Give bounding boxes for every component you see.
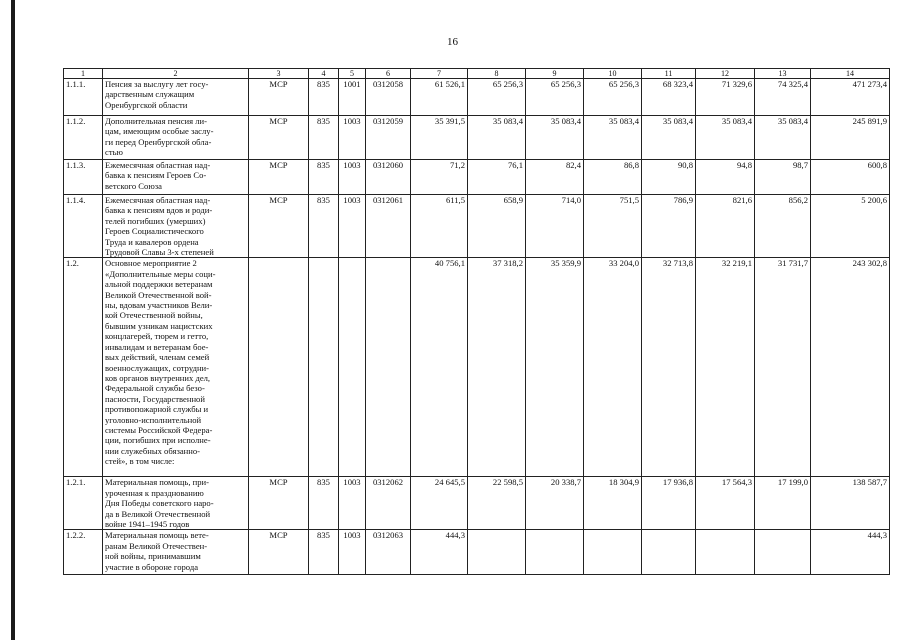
rzpr-cell: 1003 [339,195,366,258]
executor-cell: МСР [249,116,309,160]
item-number: 1.2. [64,258,103,477]
value-cell [755,530,811,575]
value-cell: 17 564,3 [696,477,755,530]
value-cell: 5 200,6 [811,195,890,258]
grbs-cell: 835 [309,116,339,160]
value-cell: 65 256,3 [526,79,584,116]
table-row [64,116,890,160]
item-description: Ежемесячная областная над- бавка к пенсиям Героев Со- ветского Союза [103,160,249,195]
csr-cell: 0312063 [366,530,411,575]
value-cell: 821,6 [696,195,755,258]
rzpr-cell: 1001 [339,79,366,116]
item-number: 1.1.3. [64,160,103,195]
value-cell: 751,5 [584,195,642,258]
table-body [64,79,890,575]
value-cell [642,530,696,575]
value-cell: 68 323,4 [642,79,696,116]
csr-cell: 0312062 [366,477,411,530]
table-row [64,79,890,116]
executor-cell: МСР [249,477,309,530]
value-cell: 138 587,7 [811,477,890,530]
csr-cell: 0312059 [366,116,411,160]
rzpr-cell [339,258,366,477]
value-cell: 471 273,4 [811,79,890,116]
grbs-cell: 835 [309,79,339,116]
value-cell [468,530,526,575]
column-header-1: 1 [64,69,103,79]
table-row [64,160,890,195]
value-cell [584,530,642,575]
value-cell: 90,8 [642,160,696,195]
item-description: Материальная помощь, при- уроченная к празднованию Дня Победы советского наро- да в Великой Отечественной войне 1941–1945 годов [103,477,249,530]
value-cell: 600,8 [811,160,890,195]
value-cell: 65 256,3 [468,79,526,116]
value-cell: 786,9 [642,195,696,258]
value-cell: 40 756,1 [411,258,468,477]
grbs-cell: 835 [309,160,339,195]
value-cell: 658,9 [468,195,526,258]
value-cell: 65 256,3 [584,79,642,116]
csr-cell: 0312061 [366,195,411,258]
grbs-cell [309,258,339,477]
rzpr-cell: 1003 [339,530,366,575]
item-description: Пенсия за выслугу лет госу- дарственным служащим Оренбургской области [103,79,249,116]
csr-cell: 0312060 [366,160,411,195]
value-cell: 444,3 [411,530,468,575]
column-header-10: 10 [584,69,642,79]
table-row [64,195,890,258]
value-cell: 444,3 [811,530,890,575]
column-header-6: 6 [366,69,411,79]
value-cell: 35 083,4 [755,116,811,160]
item-number: 1.2.2. [64,530,103,575]
rzpr-cell: 1003 [339,477,366,530]
value-cell: 35 083,4 [642,116,696,160]
value-cell: 24 645,5 [411,477,468,530]
value-cell: 243 302,8 [811,258,890,477]
scan-edge-bar [11,0,15,640]
value-cell: 17 936,8 [642,477,696,530]
item-number: 1.2.1. [64,477,103,530]
item-number: 1.1.2. [64,116,103,160]
value-cell: 611,5 [411,195,468,258]
value-cell: 20 338,7 [526,477,584,530]
column-header-9: 9 [526,69,584,79]
value-cell: 35 083,4 [468,116,526,160]
table-row [64,477,890,530]
column-header-7: 7 [411,69,468,79]
value-cell: 74 325,4 [755,79,811,116]
value-cell: 71,2 [411,160,468,195]
executor-cell: МСР [249,530,309,575]
item-description: Дополнительная пенсия ли- цам, имеющим особые заслу- ги перед Оренбургской обла- стью [103,116,249,160]
value-cell: 94,8 [696,160,755,195]
column-header-8: 8 [468,69,526,79]
executor-cell [249,258,309,477]
value-cell: 714,0 [526,195,584,258]
executor-cell: МСР [249,79,309,116]
value-cell [526,530,584,575]
value-cell: 35 083,4 [526,116,584,160]
value-cell: 98,7 [755,160,811,195]
column-header-5: 5 [339,69,366,79]
table-row [64,530,890,575]
value-cell: 32 219,1 [696,258,755,477]
item-description: Ежемесячная областная над- бавка к пенсиям вдов и роди- телей погибших (умерших) Героев Социалистического Труда и кавалеров ордена Трудовой Славы 3-х степеней [103,195,249,258]
grbs-cell: 835 [309,477,339,530]
value-cell: 32 713,8 [642,258,696,477]
value-cell: 86,8 [584,160,642,195]
rzpr-cell: 1003 [339,160,366,195]
header-row [64,69,890,79]
column-header-2: 2 [103,69,249,79]
csr-cell: 0312058 [366,79,411,116]
column-header-4: 4 [309,69,339,79]
value-cell: 82,4 [526,160,584,195]
value-cell: 71 329,6 [696,79,755,116]
column-header-13: 13 [755,69,811,79]
column-header-12: 12 [696,69,755,79]
page-number: 16 [447,36,458,48]
value-cell: 245 891,9 [811,116,890,160]
item-description: Материальная помощь вете- ранам Великой Отечествен- ной войны, принимавшим участие в обороне города [103,530,249,575]
value-cell: 61 526,1 [411,79,468,116]
value-cell: 31 731,7 [755,258,811,477]
value-cell: 33 204,0 [584,258,642,477]
value-cell: 35 083,4 [584,116,642,160]
value-cell: 17 199,0 [755,477,811,530]
grbs-cell: 835 [309,530,339,575]
value-cell: 35 083,4 [696,116,755,160]
value-cell [696,530,755,575]
item-description: Основное мероприятие 2 «Дополнительные меры соци- альной поддержки ветеранам Великой Отечественной вой- ны, вдовам участников Вели- кой Отечественной войны, бывшим узникам нацистских концлагерей, тюрем и гетто, инвалидам и ветеранам бое- вых действий, членам семей военнослужащих, сотрудни- ков органов внутренних дел, Федеральной службы безо- пасности, Государственной противопожарной службы и уголовно-исполнительной системы Российской Федера- ции, погибших при исполне- нии служебных обязанно- стей», в том числе: [103,258,249,477]
value-cell: 37 318,2 [468,258,526,477]
value-cell: 856,2 [755,195,811,258]
value-cell: 22 598,5 [468,477,526,530]
column-header-3: 3 [249,69,309,79]
grbs-cell: 835 [309,195,339,258]
executor-cell: МСР [249,195,309,258]
rzpr-cell: 1003 [339,116,366,160]
csr-cell [366,258,411,477]
value-cell: 35 359,9 [526,258,584,477]
item-number: 1.1.4. [64,195,103,258]
table-row [64,258,890,477]
budget-table [63,68,890,575]
executor-cell: МСР [249,160,309,195]
item-number: 1.1.1. [64,79,103,116]
value-cell: 18 304,9 [584,477,642,530]
value-cell: 76,1 [468,160,526,195]
column-header-11: 11 [642,69,696,79]
value-cell: 35 391,5 [411,116,468,160]
column-header-14: 14 [811,69,890,79]
